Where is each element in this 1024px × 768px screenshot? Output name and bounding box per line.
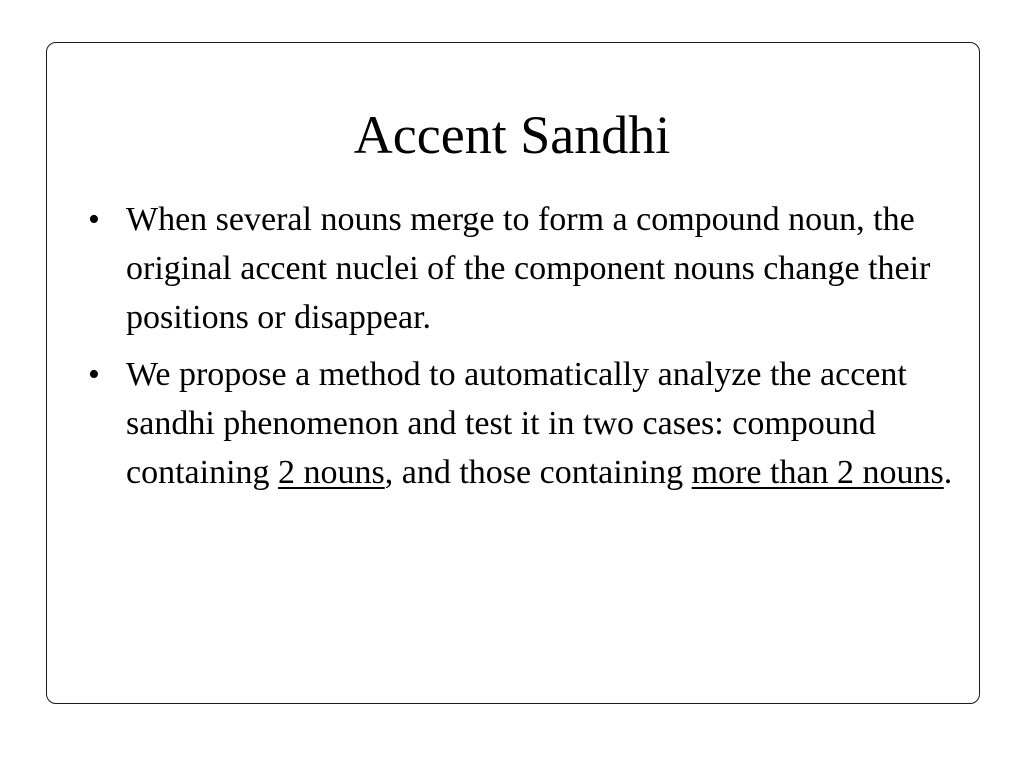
bullet-item-2 [88,350,958,497]
slide-title: Accent Sandhi [353,105,671,165]
bullet-text-part: , and those containing [384,454,692,491]
bullet-text: When several nouns merge to form a compound noun, the original accent nuclei of the component nouns change their positions or disappear. [126,201,931,336]
bullet-marker: • [88,201,100,238]
bullet-list [88,195,958,505]
bullet-item-1 [88,195,958,342]
bullet-marker: • [88,356,100,393]
bullet-text-part: We propose a method to automatically analyze the accent sandhi phenomenon and test it in two cases: compound containing [126,356,907,491]
underlined-term-2-nouns: 2 nouns [278,454,385,491]
bullet-text-part: . [943,454,953,491]
underlined-term-more-than-2-nouns: more than 2 nouns [691,454,944,491]
